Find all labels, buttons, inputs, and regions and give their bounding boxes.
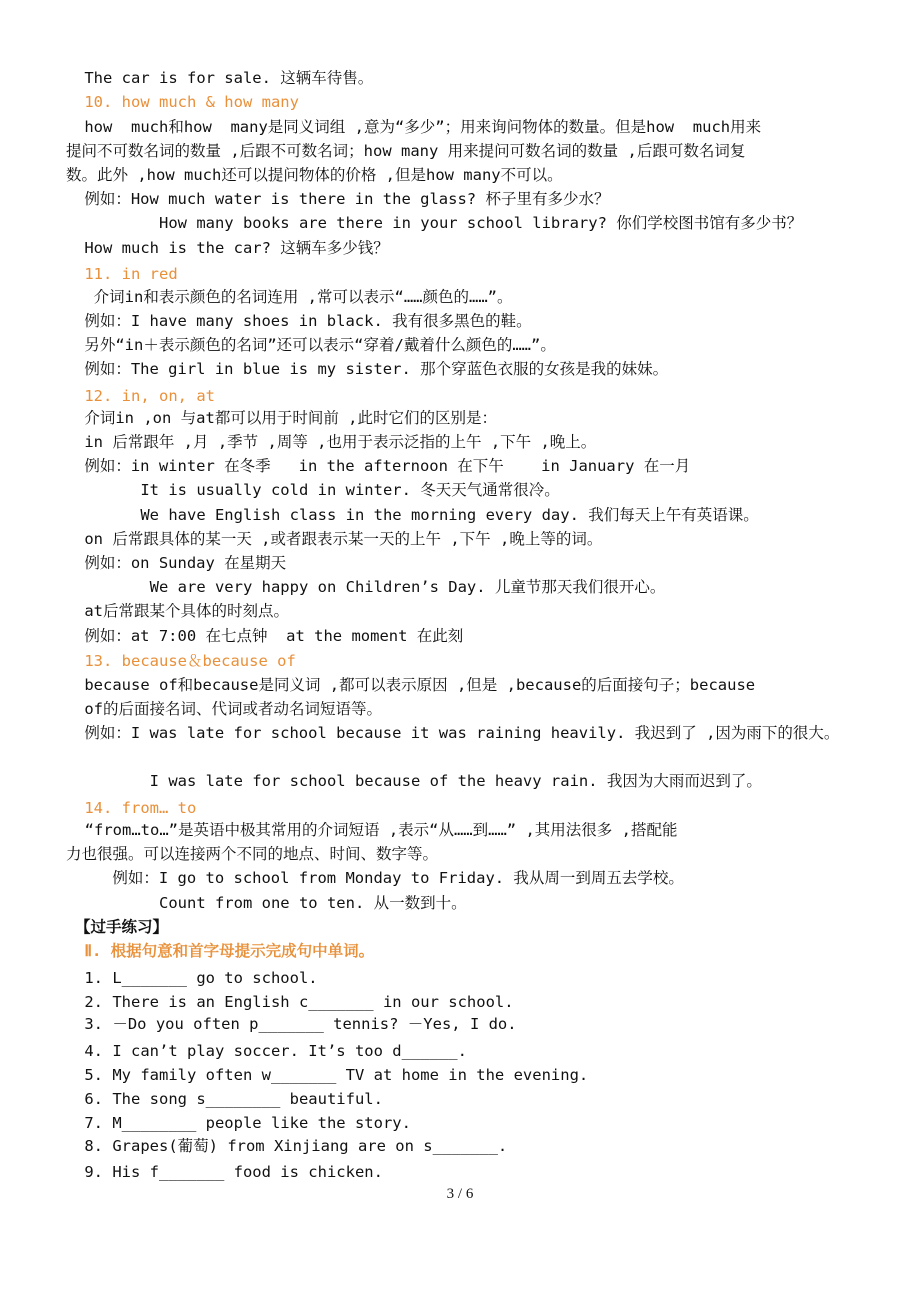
text-line: 例如：I was late for school because it was raining heavily. 我迟到了 ,因为雨下的很大。 — [75, 724, 840, 742]
exercise-item: 7. M________ people like the story. — [75, 1114, 411, 1132]
text-line: 数。此外 ,how much还可以提问物体的价格 ,但是how many不可以。 — [66, 166, 563, 184]
exercise-item: 4. I can’t play soccer. It’s too d______. — [75, 1042, 467, 1060]
text-line: We have English class in the morning every day. 我们每天上午有英语课。 — [75, 506, 759, 524]
text-line: how much和how many是同义词组 ,意为“多少”；用来询问物体的数量。但是how much用来 — [75, 118, 762, 136]
exercise-item: 2. There is an English c_______ in our school. — [75, 993, 514, 1011]
exercise-item: 5. My family often w_______ TV at home in the evening. — [75, 1066, 589, 1084]
exercise-item: 3. －Do you often p_______ tennis? －Yes, I do. — [75, 1015, 517, 1033]
text-line: How many books are there in your school library? 你们学校图书馆有多少书？ — [75, 214, 803, 232]
text-line: 另外“in＋表示颜色的名词”还可以表示“穿着/戴着什么颜色的……”。 — [75, 336, 556, 354]
exercise-heading: Ⅱ. 根据句意和首字母提示完成句中单词。 — [75, 942, 375, 960]
text-line: Count from one to ten. 从一数到十。 — [75, 894, 467, 912]
text-line: I was late for school because of the heavy rain. 我因为大雨而迟到了。 — [75, 772, 762, 790]
page-number: 3 / 6 — [446, 1186, 474, 1202]
section-heading-11: 11. in red — [75, 265, 178, 283]
text-line: 介词in ,on 与at都可以用于时间前 ,此时它们的区别是： — [75, 409, 497, 427]
text-line: We are very happy on Children’s Day. 儿童节那天我们很开心。 — [75, 578, 666, 596]
section-heading-12: 12. in, on, at — [75, 387, 215, 405]
text-line: 例如：How much water is there in the glass? 杯子里有多少水？ — [75, 190, 610, 208]
section-heading-13: 13. because＆because of — [75, 652, 296, 670]
text-line: How much is the car? 这辆车多少钱？ — [75, 239, 389, 257]
text-line: “from…to…”是英语中极其常用的介词短语 ,表示“从……到……” ,其用法很多 ,搭配能 — [66, 821, 678, 839]
text-line: 力也很强。可以连接两个不同的地点、时间、数字等。 — [66, 845, 439, 863]
text-line: 例如：I go to school from Monday to Friday. 我从周一到周五去学校。 — [75, 869, 684, 887]
exercise-item: 9. His f_______ food is chicken. — [75, 1163, 383, 1181]
text-line: 介词in和表示颜色的名词连用 ,常可以表示“……颜色的……”。 — [75, 288, 513, 306]
text-line: 例如：The girl in blue is my sister. 那个穿蓝色衣服的女孩是我的妹妹。 — [75, 360, 669, 378]
text-line: 例如：at 7:00 在七点钟 at the moment 在此刻 — [75, 627, 464, 645]
text-line: 例如：on Sunday 在星期天 — [75, 554, 287, 572]
text-line: 提问不可数名词的数量 ,后跟不可数名词；how many 用来提问可数名词的数量 ,后跟可数名词复 — [66, 142, 746, 160]
text-line: The car is for sale. 这辆车待售。 — [75, 69, 374, 87]
text-line: in 后常跟年 ,月 ,季节 ,周等 ,也用于表示泛指的上午 ,下午 ,晚上。 — [75, 433, 597, 451]
text-line: It is usually cold in winter. 冬天天气通常很冷。 — [75, 481, 560, 499]
practice-heading: 【过手练习】 — [75, 918, 169, 936]
exercise-item: 6. The song s________ beautiful. — [75, 1090, 383, 1108]
text-line: at后常跟某个具体的时刻点。 — [75, 602, 289, 620]
text-line: on 后常跟具体的某一天 ,或者跟表示某一天的上午 ,下午 ,晚上等的词。 — [75, 530, 603, 548]
exercise-item: 8. Grapes(葡萄) from Xinjiang are on s_______. — [75, 1137, 508, 1155]
text-line: 例如：I have many shoes in black. 我有很多黑色的鞋。 — [75, 312, 532, 330]
exercise-item: 1. L_______ go to school. — [75, 969, 318, 987]
section-heading-10: 10. how much & how many — [75, 93, 299, 111]
text-line: because of和because是同义词 ,都可以表示原因 ,但是 ,because的后面接句子；because — [75, 676, 756, 694]
section-heading-14: 14. from… to — [75, 799, 197, 817]
text-line: 例如：in winter 在冬季 in the afternoon 在下午 in January 在一月 — [75, 457, 691, 475]
text-line: of的后面接名词、代词或者动名词短语等。 — [75, 700, 382, 718]
